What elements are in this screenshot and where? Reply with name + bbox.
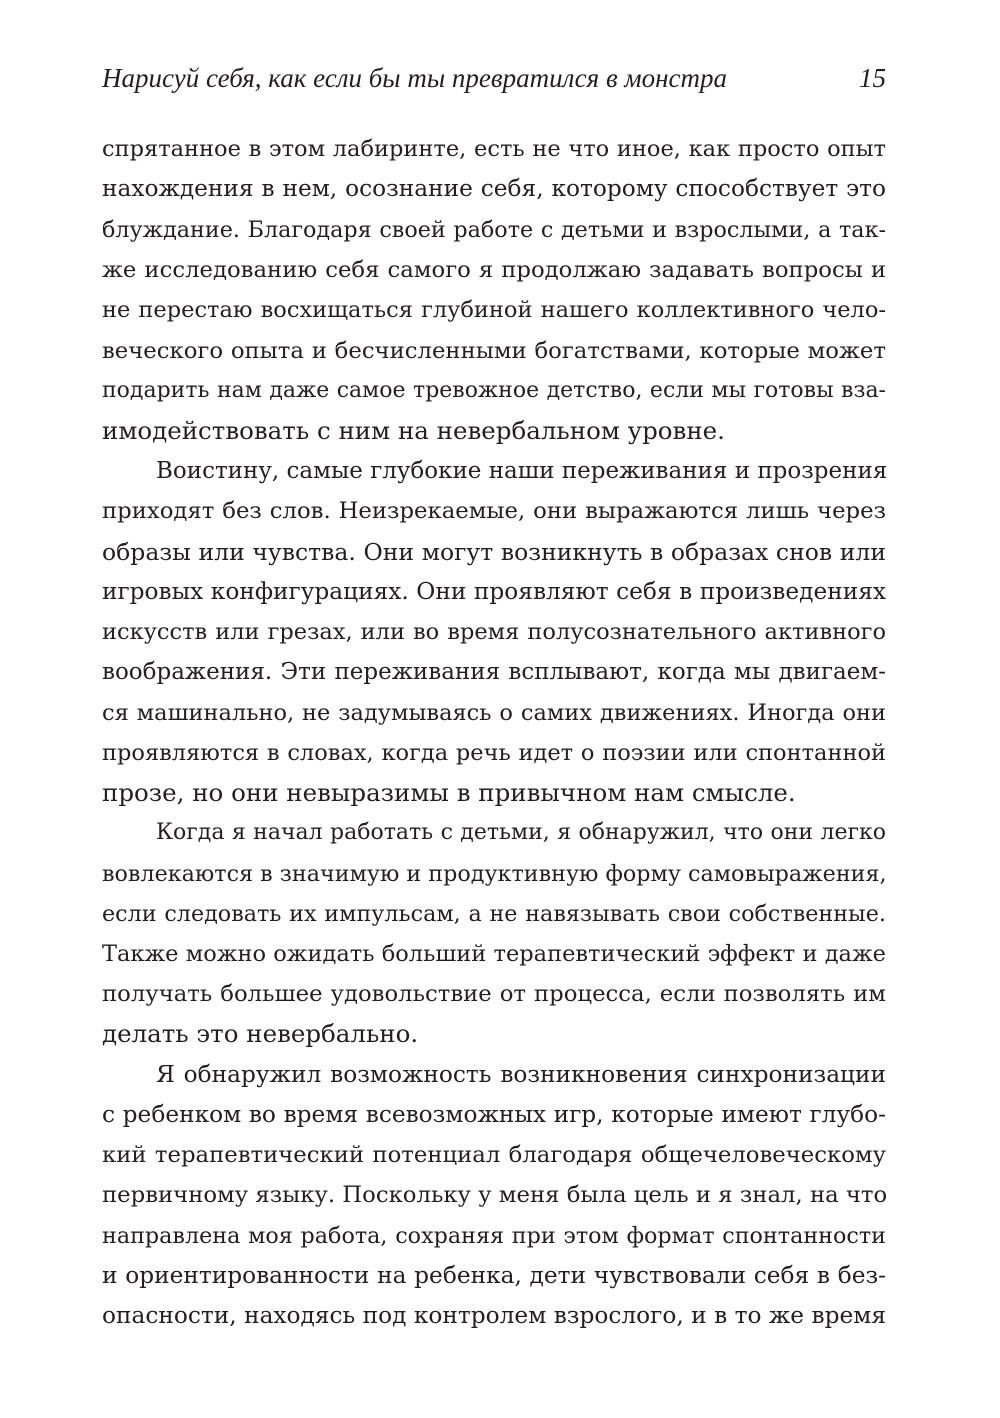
text-line: воображения. Эти переживания всплывают, когда мы двигаем- [102, 659, 886, 685]
text-line: нахождения в нем, осознание себя, которому способствует это [102, 175, 886, 202]
chapter-title: Нарисуй себя, как если бы ты превратился в монстра [102, 63, 728, 93]
text-line: получать большее удовольствие от процесса, если позволять им [102, 981, 886, 1007]
text-line: прозе, но они невыразимы в привычном нам смысле. [102, 778, 796, 807]
text-line: с ребенком во время всевозможных игр, которые имеют глубо- [102, 1101, 886, 1128]
text-line: имодействовать с ним на невербальном уровне. [102, 416, 725, 445]
text-line: блуждание. Благодаря своей работе с детьми и взрослыми, а так- [102, 217, 886, 243]
text-line: Я обнаружил возможность возникновения синхронизации [156, 1061, 886, 1088]
text-line: вовлекаются в значимую и продуктивную форму самовыражения, [102, 861, 887, 887]
text-line: приходят без слов. Неизрекаемые, они выражаются лишь через [102, 498, 886, 524]
text-line: и ориентированности на ребенка, дети чувствовали себя в без- [102, 1262, 886, 1289]
text-line: проявляются в словах, когда речь идет о поэзии или спонтанной [102, 740, 886, 766]
text-line: Воистину, самые глубокие наши переживания и прозрения [156, 458, 888, 484]
text-line: веческого опыта и бесчисленными богатствами, которые может [102, 338, 886, 364]
text-line: направлена моя работа, сохраняя при этом формат спонтанности [102, 1223, 886, 1249]
text-line: искусств или грезах, или во время полусознательного активного [102, 619, 886, 645]
text-line: если следовать их импульсам, а не навязывать свои собственные. [102, 901, 886, 927]
text-line: первичному языку. Поскольку у меня была цель и я знал, на что [102, 1182, 888, 1208]
text-line: кий терапевтический потенциал благодаря общечеловеческому [102, 1142, 886, 1168]
text-line: делать это невербально. [102, 1019, 419, 1048]
text-line: же исследованию себя самого я продолжаю задавать вопросы и [102, 257, 886, 283]
text-line: спрятанное в этом лабиринте, есть не что иное, как просто опыт [102, 136, 886, 162]
text-line: Также можно ожидать больший терапевтический эффект и даже [102, 941, 886, 967]
text-line: подарить нам даже самое тревожное детство, если мы готовы вза- [102, 378, 886, 403]
text-line: не перестаю восхищаться глубиной нашего коллективного чело- [102, 297, 886, 323]
page-number: 15 [859, 63, 886, 93]
text-line: игровых конфигурациях. Они проявляют себя в произведениях [102, 578, 886, 605]
text-line: ся машинально, не задумываясь о самих движениях. Иногда они [102, 700, 886, 726]
text-line: Когда я начал работать с детьми, я обнаружил, что они легко [156, 820, 886, 845]
text-line: опасности, находясь под контролем взрослого, и в то же время [102, 1302, 886, 1329]
running-header [102, 58, 886, 98]
text-line: образы или чувства. Они могут возникнуть в образах снов или [102, 538, 886, 566]
